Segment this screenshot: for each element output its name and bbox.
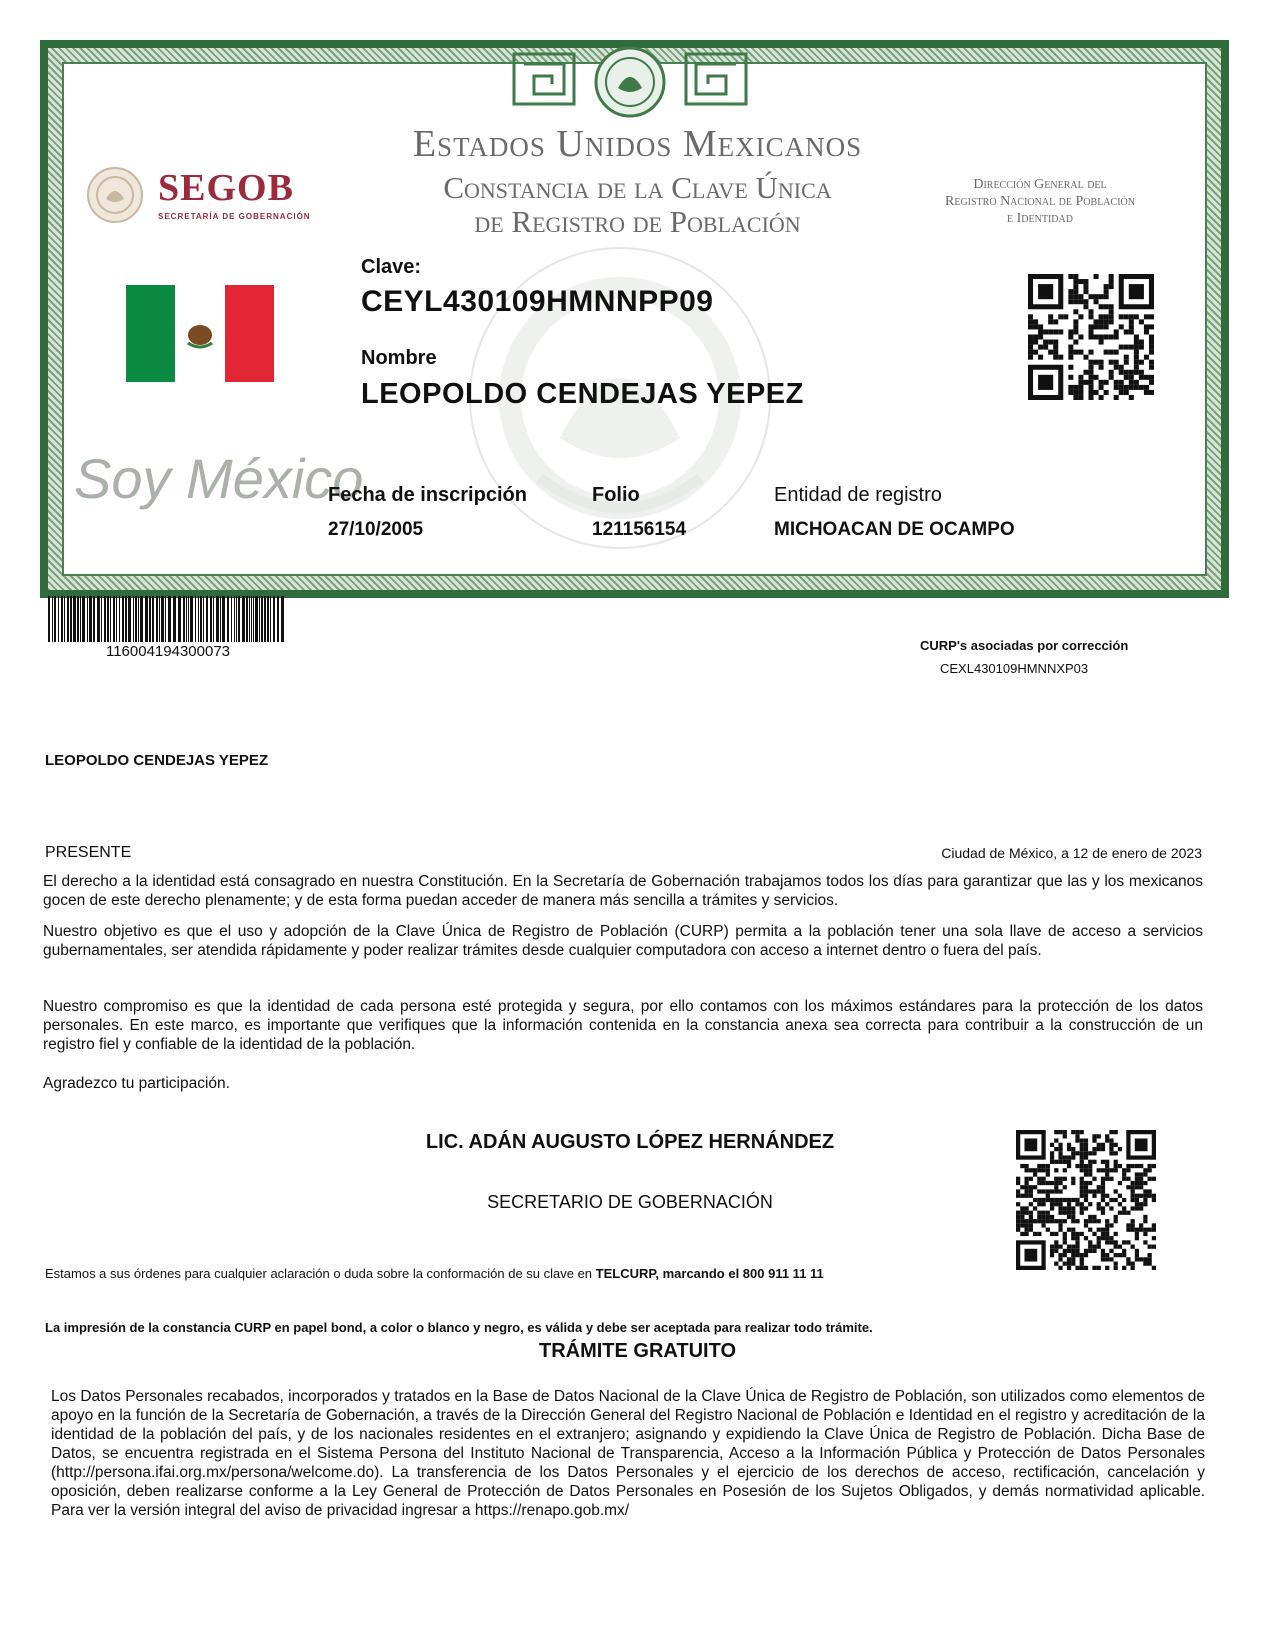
qr-code-top	[1028, 274, 1154, 400]
coat-of-arms-ornament	[510, 44, 750, 118]
folio-label: Folio	[592, 484, 640, 506]
segob-seal-icon	[86, 166, 144, 224]
document-title-line2: de Registro de Población	[474, 204, 801, 239]
letter-paragraph-1: El derecho a la identidad está consagrado en nuestra Constitución. En la Secretaría de Gobernación trabajamos todos los días para garantizar que las y los mexicanos gocen de este derecho plenamente; y de esta forma puedan acceder de manera más sencilla a trámites y servicios.	[43, 873, 1203, 909]
letter-presente: PRESENTE	[45, 844, 132, 861]
clave-label: Clave:	[361, 256, 422, 278]
agency-line1: Dirección General del	[973, 177, 1107, 192]
agency-line3: e Identidad	[1007, 211, 1073, 226]
nombre-label: Nombre	[361, 347, 437, 369]
soy-mexico-slogan: Soy México	[74, 447, 364, 510]
clave-value: CEYL430109HMNNPP09	[361, 285, 714, 318]
signer-title: SECRETARIO DE GOBERNACIÓN	[487, 1192, 773, 1212]
fecha-label: Fecha de inscripción	[328, 484, 527, 506]
entidad-label: Entidad de registro	[774, 484, 942, 506]
barcode-number: 116004194300073	[105, 643, 231, 660]
agency-name	[910, 176, 1170, 227]
nombre-value: LEOPOLDO CENDEJAS YEPEZ	[361, 378, 804, 410]
flag-eagle-icon	[182, 315, 218, 351]
letter-paragraph-2: Nuestro objetivo es que el uso y adopción de la Clave Única de Registro de Población (CURP) permita a la población tener una sola llave de acceso a servicios gubernamentales, ser atendida rápidamente y poder realizar trámites desde cualquier computadora con acceso a internet dentro o fuera del país.	[43, 923, 1203, 959]
contact-phone: TELCURP, marcando el 800 911 11 11	[595, 1266, 824, 1281]
entidad-value: MICHOACAN DE OCAMPO	[774, 519, 1015, 540]
validity-notice: La impresión de la constancia CURP en papel bond, a color o blanco y negro, es válida y debe ser aceptada para realizar todo trámite.	[45, 1320, 873, 1335]
letter-date: Ciudad de México, a 12 de enero de 2023	[941, 845, 1202, 861]
mexican-flag	[126, 285, 274, 382]
letter-paragraph-3: Nuestro compromiso es que la identidad de cada persona esté protegida y segura, por ello contamos con los máximos estándares para la protección de los datos personales. En este marco, es importante que verifiques que la información contenida en la constancia anexa sea correcta para contribuir a la construcción de un registro fiel y confiable de la identidad de la población.	[43, 998, 1203, 1053]
country-title: Estados Unidos Mexicanos	[412, 123, 863, 165]
associated-curp-value: CEXL430109HMNNXP03	[940, 661, 1089, 676]
segob-logo-subtitle: SECRETARÍA DE GOBERNACIÓN	[158, 212, 311, 221]
qr-code-bottom	[1016, 1130, 1156, 1270]
letter-recipient: LEOPOLDO CENDEJAS YEPEZ	[45, 752, 269, 769]
fecha-value: 27/10/2005	[328, 519, 424, 540]
contact-text: Estamos a sus órdenes para cualquier aclaración o duda sobre la conformación de su clave en	[45, 1266, 596, 1281]
contact-line	[45, 1266, 824, 1281]
letter-thanks: Agradezco tu participación.	[43, 1075, 230, 1092]
document-title-line1: Constancia de la Clave Única	[443, 170, 832, 205]
segob-logo-text: SEGOB	[158, 167, 294, 209]
associated-curp-label: CURP's asociadas por corrección	[920, 638, 1129, 653]
agency-line2: Registro Nacional de Población	[945, 194, 1135, 209]
barcode	[48, 596, 288, 644]
privacy-notice: Los Datos Personales recabados, incorporados y tratados en la Base de Datos Nacional de la Clave Única de Registro de Población, son utilizados como elementos de apoyo en la función de la Secretaría de Gobernación, a través de la Dirección General del Registro Nacional de Población e Identidad en el registro y acreditación de la identidad de la población del país, y de los nacionales residentes en el extranjero; asignando y expidiendo la Clave Única de Registro de Población. Dicha Base de Datos, se encuentra registrada en el Sistema Persona del Instituto Nacional de Transparencia, Acceso a la Información Pública y Protección de Datos Personales (http://persona.ifai.org.mx/persona/welcome.do). La transferencia de los Datos Personales y el ejercicio de los derechos de acceso, rectificación, cancelación y oposición, deben realizarse conforme a la Ley General de Protección de Datos Personales en Posesión de los Sujetos Obligados, y demás normatividad aplicable. Para ver la versión integral del aviso de privacidad ingresar a https://renapo.gob.mx/	[51, 1388, 1205, 1519]
signer-name: LIC. ADÁN AUGUSTO LÓPEZ HERNÁNDEZ	[425, 1131, 835, 1153]
free-procedure-heading: TRÁMITE GRATUITO	[538, 1340, 737, 1362]
folio-value: 121156154	[592, 519, 687, 540]
